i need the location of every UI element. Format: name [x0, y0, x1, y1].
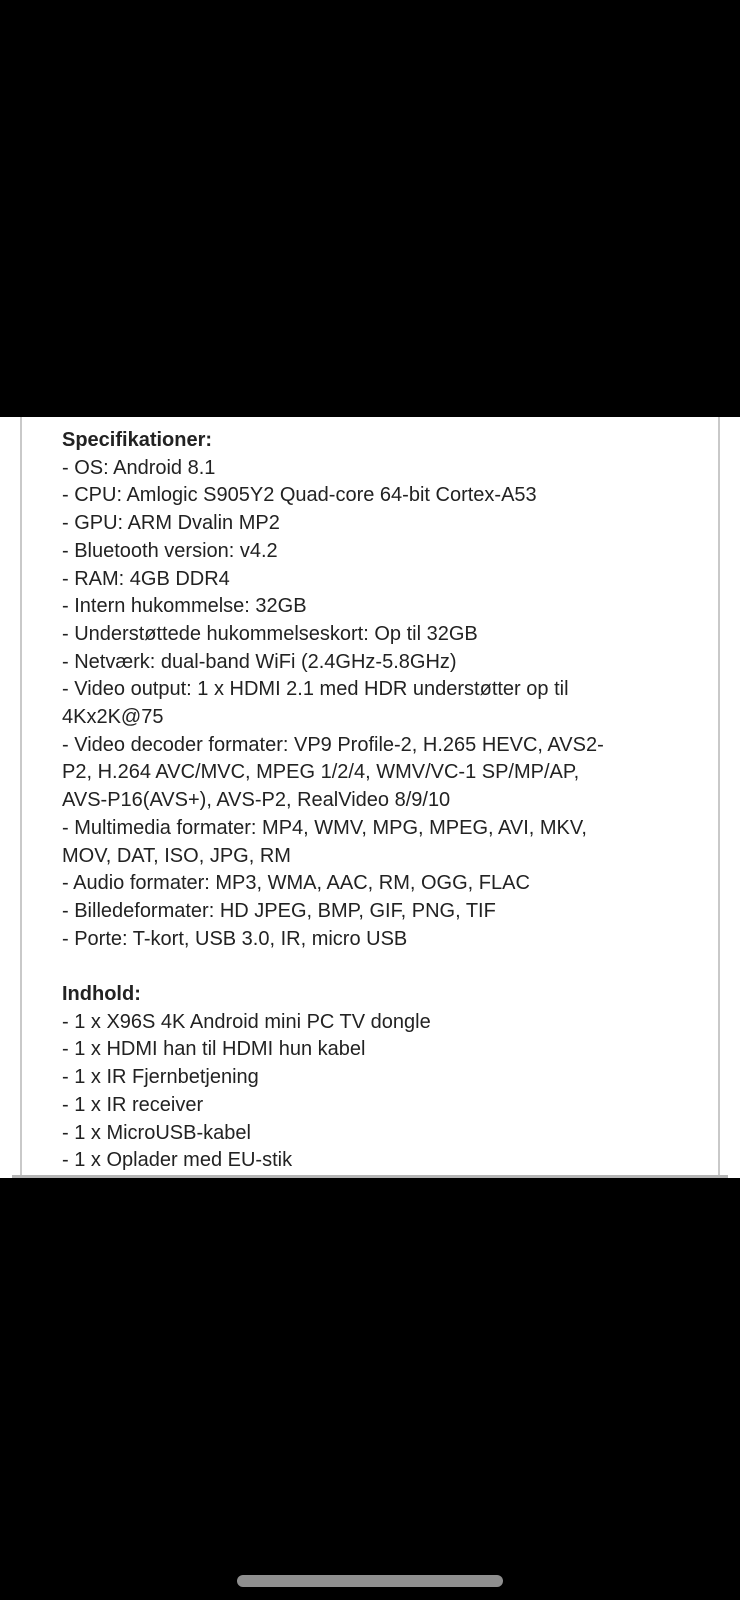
specifications-section — [62, 427, 714, 953]
spec-line: MOV, DAT, ISO, JPG, RM — [62, 844, 291, 867]
spec-line: - Video output: 1 x HDMI 2.1 med HDR understøtter op til — [62, 678, 569, 701]
spec-sheet-text — [62, 427, 714, 1175]
spec-line: - Understøttede hukommelseskort: Op til 32GB — [62, 622, 478, 645]
content-line: - 1 x IR receiver — [62, 1093, 204, 1116]
page-left-border — [20, 417, 22, 1178]
package-contents-heading: Indhold: — [62, 983, 141, 1006]
package-contents-section — [62, 981, 714, 1175]
spec-line: P2, H.264 AVC/MVC, MPEG 1/2/4, WMV/VC-1 SP/MP/AP, — [62, 761, 580, 784]
home-indicator[interactable] — [237, 1575, 503, 1587]
content-line: - 1 x IR Fjernbetjening — [62, 1066, 259, 1089]
spec-line: AVS-P16(AVS+), AVS-P2, RealVideo 8/9/10 — [62, 789, 451, 812]
spec-line: - RAM: 4GB DDR4 — [62, 567, 230, 590]
top-letterbox — [0, 0, 740, 417]
spec-line: - Billedeformater: HD JPEG, BMP, GIF, PNG, TIF — [62, 899, 496, 922]
spec-line: - Intern hukommelse: 32GB — [62, 595, 307, 618]
content-line: - 1 x MicroUSB-kabel — [62, 1121, 251, 1144]
specifications-heading: Specifikationer: — [62, 429, 213, 451]
spec-sheet-photo[interactable] — [0, 417, 740, 1178]
bottom-letterbox — [0, 1178, 740, 1600]
page-right-border — [718, 417, 720, 1178]
spec-line: - Bluetooth version: v4.2 — [62, 539, 278, 562]
spec-line: - Video decoder formater: VP9 Profile-2, H.265 HEVC, AVS2- — [62, 733, 604, 756]
spec-line: - Audio formater: MP3, WMA, AAC, RM, OGG, FLAC — [62, 872, 530, 895]
content-line: - 1 x HDMI han til HDMI hun kabel — [62, 1038, 366, 1061]
spec-line: - GPU: ARM Dvalin MP2 — [62, 512, 280, 535]
spec-line: - Porte: T-kort, USB 3.0, IR, micro USB — [62, 927, 408, 950]
spec-line: - Multimedia formater: MP4, WMV, MPG, MPEG, AVI, MKV, — [62, 816, 587, 839]
content-line: - 1 x X96S 4K Android mini PC TV dongle — [62, 1010, 431, 1033]
spec-line: - OS: Android 8.1 — [62, 456, 216, 479]
specifications-list — [62, 455, 714, 954]
content-line: - 1 x Oplader med EU-stik — [62, 1149, 293, 1172]
spec-line: - Netværk: dual-band WiFi (2.4GHz-5.8GHz) — [62, 650, 457, 673]
spec-line: - CPU: Amlogic S905Y2 Quad-core 64-bit Cortex-A53 — [62, 484, 537, 507]
spec-line: 4Kx2K@75 — [62, 706, 164, 729]
package-contents-list — [62, 1009, 714, 1175]
